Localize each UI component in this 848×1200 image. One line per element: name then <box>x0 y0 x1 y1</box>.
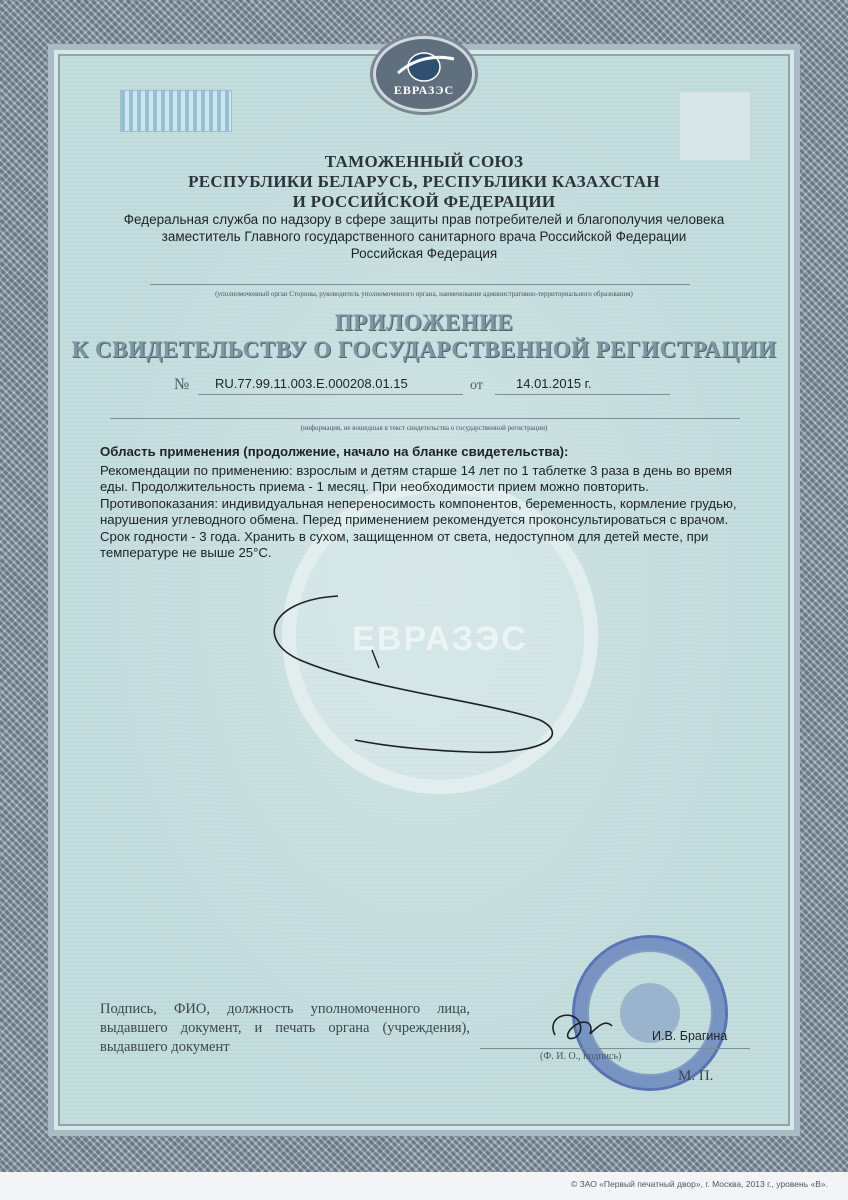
logo-text: ЕВРАЗЭС <box>393 83 455 97</box>
signature-statement: Подпись, ФИО, должность уполномоченного лица, выдавшего документ, и печать органа (учреждения), выдавшего документ <box>100 1001 470 1055</box>
seal-label: М. П. <box>678 1068 714 1084</box>
title-line-1: ПРИЛОЖЕНИЕ <box>334 310 514 335</box>
title-line-2: К СВИДЕТЕЛЬСТВУ О ГОСУДАРСТВЕННОЙ РЕГИСТРАЦИИ <box>71 337 777 362</box>
scope-of-application <box>100 444 760 562</box>
date-label: от <box>470 378 483 393</box>
authority-line-1: Федеральная служба по надзору в сфере защиты прав потребителей и благополучия человека <box>123 212 725 227</box>
authority-line-3: Российская Федерация <box>350 246 498 261</box>
union-line-2: РЕСПУБЛИКИ БЕЛАРУСЬ, РЕСПУБЛИКИ КАЗАХСТАН <box>188 172 660 191</box>
number-label: № <box>174 376 190 393</box>
globe-emblem-icon <box>376 39 472 109</box>
scope-text: Рекомендации по применению: взрослым и детям старше 14 лет по 1 таблетке 3 раза в день во время еды. Продолжительность приема - 1 месяц. При необходимости прием можно повторить. Противопоказания: индивидуальная непереносимость компонентов, беременность, кормление грудью, нарушения углеводного обмена. Перед применением рекомендуется проконсультироваться с врачом. Срок годности - 3 года. Хранить в сухом, защищенном от света, недоступном для детей месте, при температуре не выше 25°С. <box>100 462 737 560</box>
info-caption: (информация, не вошедшая в текст свидетельства о государственной регистрации) <box>300 424 548 432</box>
printer-imprint: © ЗАО «Первый печатный двор», г. Москва, 2013 г., уровень «В». <box>570 1179 828 1189</box>
watermark-text: ЕВРАЗЭС <box>352 620 528 658</box>
authority-line-2: заместитель Главного государственного санитарного врача Российской Федерации <box>161 229 687 244</box>
union-line-3: И РОССИЙСКОЙ ФЕДЕРАЦИИ <box>292 192 556 211</box>
info-underline <box>110 418 740 419</box>
date-underline <box>495 394 670 395</box>
signatory-name: И.В. Брагина <box>652 1029 728 1043</box>
signature-caption: (Ф. И. О., подпись) <box>540 1051 622 1062</box>
registration-number: RU.77.99.11.003.E.000208.01.15 <box>215 376 408 391</box>
scope-title: Область применения (продолжение, начало на бланке свидетельства): <box>100 444 569 459</box>
registration-date: 14.01.2015 г. <box>516 376 592 391</box>
authority-caption: (уполномоченный орган Стороны, руководитель уполномоченного органа, наименование административно-территориального образования) <box>215 290 633 298</box>
security-code-mark <box>680 92 750 160</box>
authority-underline <box>150 284 690 285</box>
evrazes-logo <box>373 36 475 112</box>
signature-underline <box>480 1048 750 1049</box>
number-underline <box>198 394 463 395</box>
union-line-1: ТАМОЖЕННЫЙ СОЮЗ <box>324 152 524 171</box>
hologram-sticker <box>120 90 232 132</box>
